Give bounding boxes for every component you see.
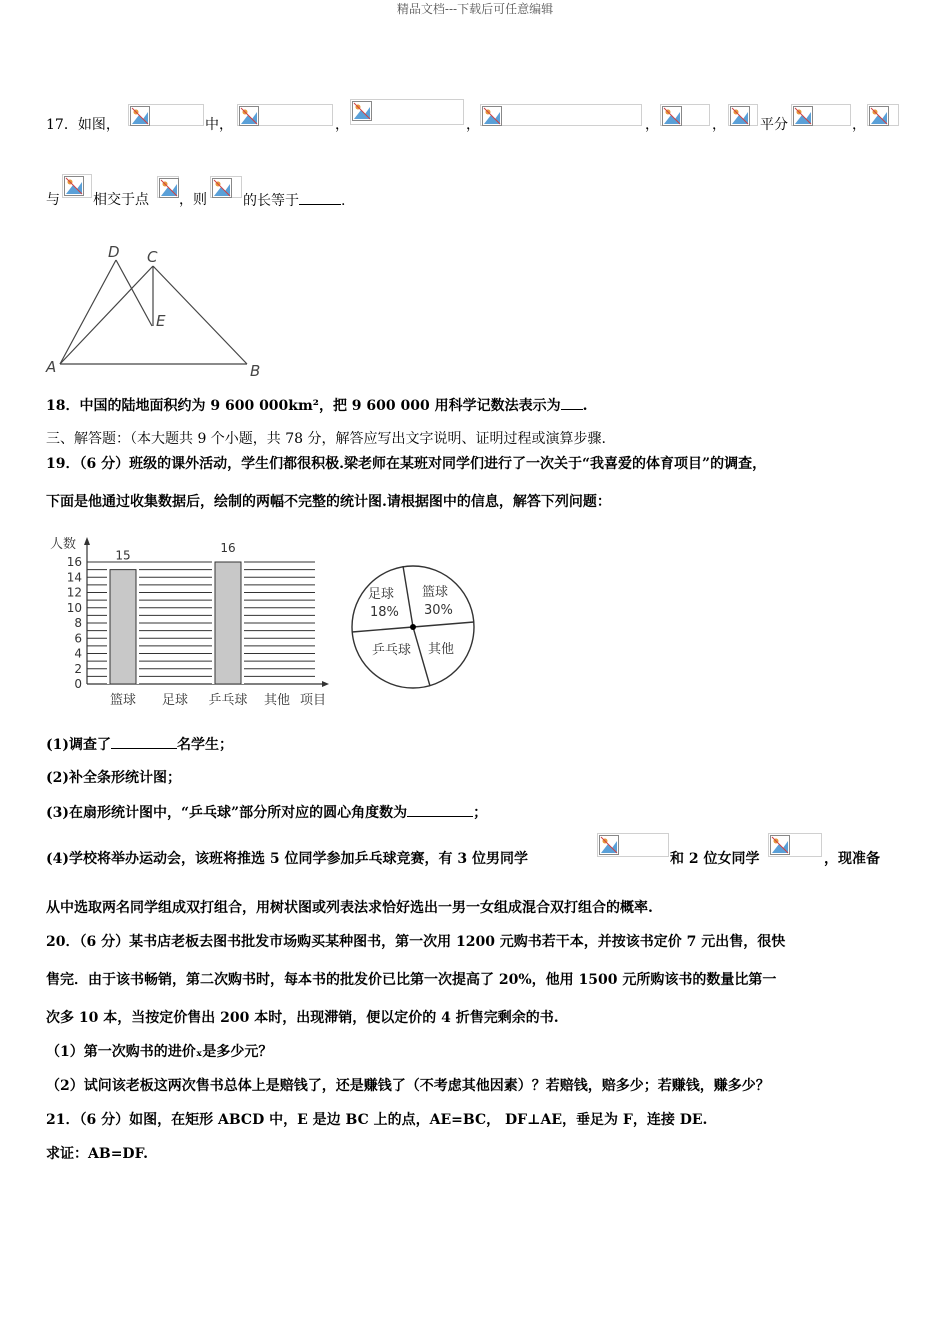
segment-ac [60, 266, 153, 364]
q20-line1: 20．（6 分）某书店老板去图书批发市场购买某种图书，第一次用 1200 元购书若干本，并按该书定价 7 元出售，很快 [46, 934, 786, 950]
bar-chart-value-label: 16 [220, 541, 236, 555]
bar-chart [40, 532, 340, 712]
pie-slice-label: 其他 [428, 642, 455, 657]
q17-label: 17．如图， [46, 117, 120, 133]
bar-chart-ytick-label: 14 [66, 570, 82, 585]
q17-line2-text-b: 相交于点 [93, 192, 149, 208]
bar-chart-bar [215, 562, 241, 684]
formula-image-icon [128, 104, 204, 126]
answer-blank [299, 190, 341, 205]
formula-image-icon [62, 174, 92, 198]
bar-chart-ytick-label: 2 [74, 661, 82, 676]
q18-end: . [582, 398, 588, 414]
q17-line2-text-c: ，则 [179, 192, 207, 208]
q19-line1: 19．（6 分）班级的课外活动，学生们都很积极.梁老师在某班对同学们进行了一次关于“我喜爱的体育项目”的调查， [46, 456, 767, 472]
bar-chart-ytick-label: 4 [74, 646, 82, 661]
segment-de [116, 260, 152, 326]
q17-answer-line [243, 190, 345, 211]
formula-image-icon [597, 833, 669, 857]
formula-image-icon [867, 104, 899, 126]
bar-chart-xlabel: 项目 [300, 693, 327, 708]
pie-slice-label: 足球 [368, 587, 395, 602]
bar-chart-x-arrow [322, 681, 329, 687]
pie-slice-label: 篮球 [422, 585, 449, 600]
q19-sub4-line2: 从中选取两名同学组成双打组合，用树状图或列表法求恰好选出一男一女组成混合双打组合的概率. [46, 900, 653, 916]
pie-chart [346, 560, 481, 695]
bar-chart-category-label: 足球 [161, 693, 189, 708]
bar-chart-ytick-label: 10 [66, 600, 82, 615]
q17-text-2: ， [335, 117, 349, 133]
bar-chart-bars [107, 560, 244, 684]
formula-image-icon [791, 104, 851, 126]
formula-image-icon [237, 104, 333, 126]
answer-blank [407, 802, 473, 817]
point-label-c: C [147, 248, 158, 266]
bar-chart-ytick-label: 16 [66, 555, 82, 569]
bar-chart-ytick-label: 12 [66, 585, 82, 600]
q19-sub4-b: 和 2 位女同学 [670, 851, 760, 867]
q17-text-6: 平分 [760, 117, 788, 133]
point-label-e: E [156, 312, 166, 330]
bar-chart-category-label: 乒乓球 [208, 693, 248, 708]
q20-sub2: （2）试问该老板这两次售书总体上是赔钱了，还是赚钱了（不考虑其他因素）？若赔钱，赔多少；若赚钱，赚多少？ [46, 1078, 770, 1094]
bar-chart-bar [110, 570, 136, 684]
pie-slice-percent: 30% [424, 603, 453, 618]
segment-ad [60, 260, 116, 364]
q17-geometry-figure [40, 240, 280, 380]
q19-sub4-a: (4)学校将举办运动会，该班将推选 5 位同学参加乒乓球竞赛，有 3 位男同学 [46, 851, 528, 867]
bar-chart-ylabel: 人数 [50, 537, 77, 552]
bar-chart-category-label: 其他 [263, 693, 291, 708]
q19-sub1-b: 名学生； [177, 737, 233, 753]
q19-sub3-a: (3)在扇形统计图中，“乒乓球”部分所对应的圆心角度数为 [46, 805, 408, 821]
section3-heading: 三、解答题：（本大题共 9 个小题，共 78 分，解答应写出文字说明、证明过程或演算步骤. [46, 431, 606, 447]
q20-sub1: （1）第一次购书的进价ₓ是多少元？ [46, 1044, 273, 1060]
q21-line2: 求证：AB=DF. [46, 1146, 148, 1162]
q18-text: 18．中国的陆地面积约为 9 600 000km²，把 9 600 000 用科学记数法表示为 [46, 398, 561, 414]
q21-line1: 21．（6 分）如图，在矩形 ABCD 中，E 是边 BC 上的点，AE=BC， DF⊥AE，垂足为 F，连接 DE. [46, 1112, 708, 1128]
formula-image-icon [660, 104, 710, 126]
bar-chart-value-label: 15 [115, 548, 131, 563]
bar-chart-category-label: 篮球 [109, 693, 137, 708]
q19-line2: 下面是他通过收集数据后，绘制的两幅不完整的统计图.请根据图中的信息，解答下列问题： [46, 494, 611, 510]
q19-sub1 [46, 734, 233, 755]
point-label-b: B [250, 362, 261, 380]
formula-image-icon [210, 176, 242, 198]
q17-text-7: ， [852, 117, 866, 133]
formula-image-icon [350, 99, 464, 125]
formula-image-icon [480, 104, 642, 126]
q19-sub3-b: ； [473, 805, 488, 821]
point-label-d: D [108, 243, 120, 261]
bar-chart-ytick-label: 6 [74, 631, 82, 646]
q17-text-5: ， [712, 117, 726, 133]
q17-line2-text-e: . [341, 193, 346, 209]
bar-chart-ytick-label: 8 [74, 616, 82, 630]
q19-sub3 [46, 802, 487, 823]
q17-text-3: ， [466, 117, 480, 133]
q17-text-4: ， [645, 117, 659, 133]
point-label-a: A [46, 358, 57, 376]
q18-line [46, 395, 588, 416]
q20-line2: 售完．由于该书畅销，第二次购书时，每本书的批发价已比第一次提高了 20%，他用 1500 元所购该书的数量比第一 [46, 972, 777, 988]
q19-sub1-a: (1)调查了 [46, 737, 111, 753]
q19-sub2: (2)补全条形统计图； [46, 770, 181, 786]
q20-line3: 次多 10 本，当按定价售出 200 本时，出现滞销，便以定价的 4 折售完剩余的书. [46, 1010, 559, 1026]
q19-sub4-c: ，现准备 [824, 851, 880, 867]
formula-image-icon [768, 833, 822, 857]
page-header-watermark: 精品文档---下载后可任意编辑 [396, 2, 554, 16]
pie-slice-percent: 18% [370, 605, 399, 620]
segment-cb [153, 266, 247, 364]
q17-text-1: 中， [205, 117, 233, 133]
bar-chart-ytick-label: 0 [74, 677, 82, 691]
answer-blank [561, 395, 583, 410]
answer-blank [111, 734, 177, 749]
pie-slice-label: 乒乓球 [372, 643, 412, 658]
q17-line2-text-d: 的长等于 [243, 193, 299, 209]
formula-image-icon [157, 176, 179, 198]
formula-image-icon [728, 104, 758, 126]
q17-line2-text-a: 与 [46, 192, 60, 208]
bar-chart-y-arrow [84, 537, 90, 545]
pie-center-dot [410, 624, 416, 630]
